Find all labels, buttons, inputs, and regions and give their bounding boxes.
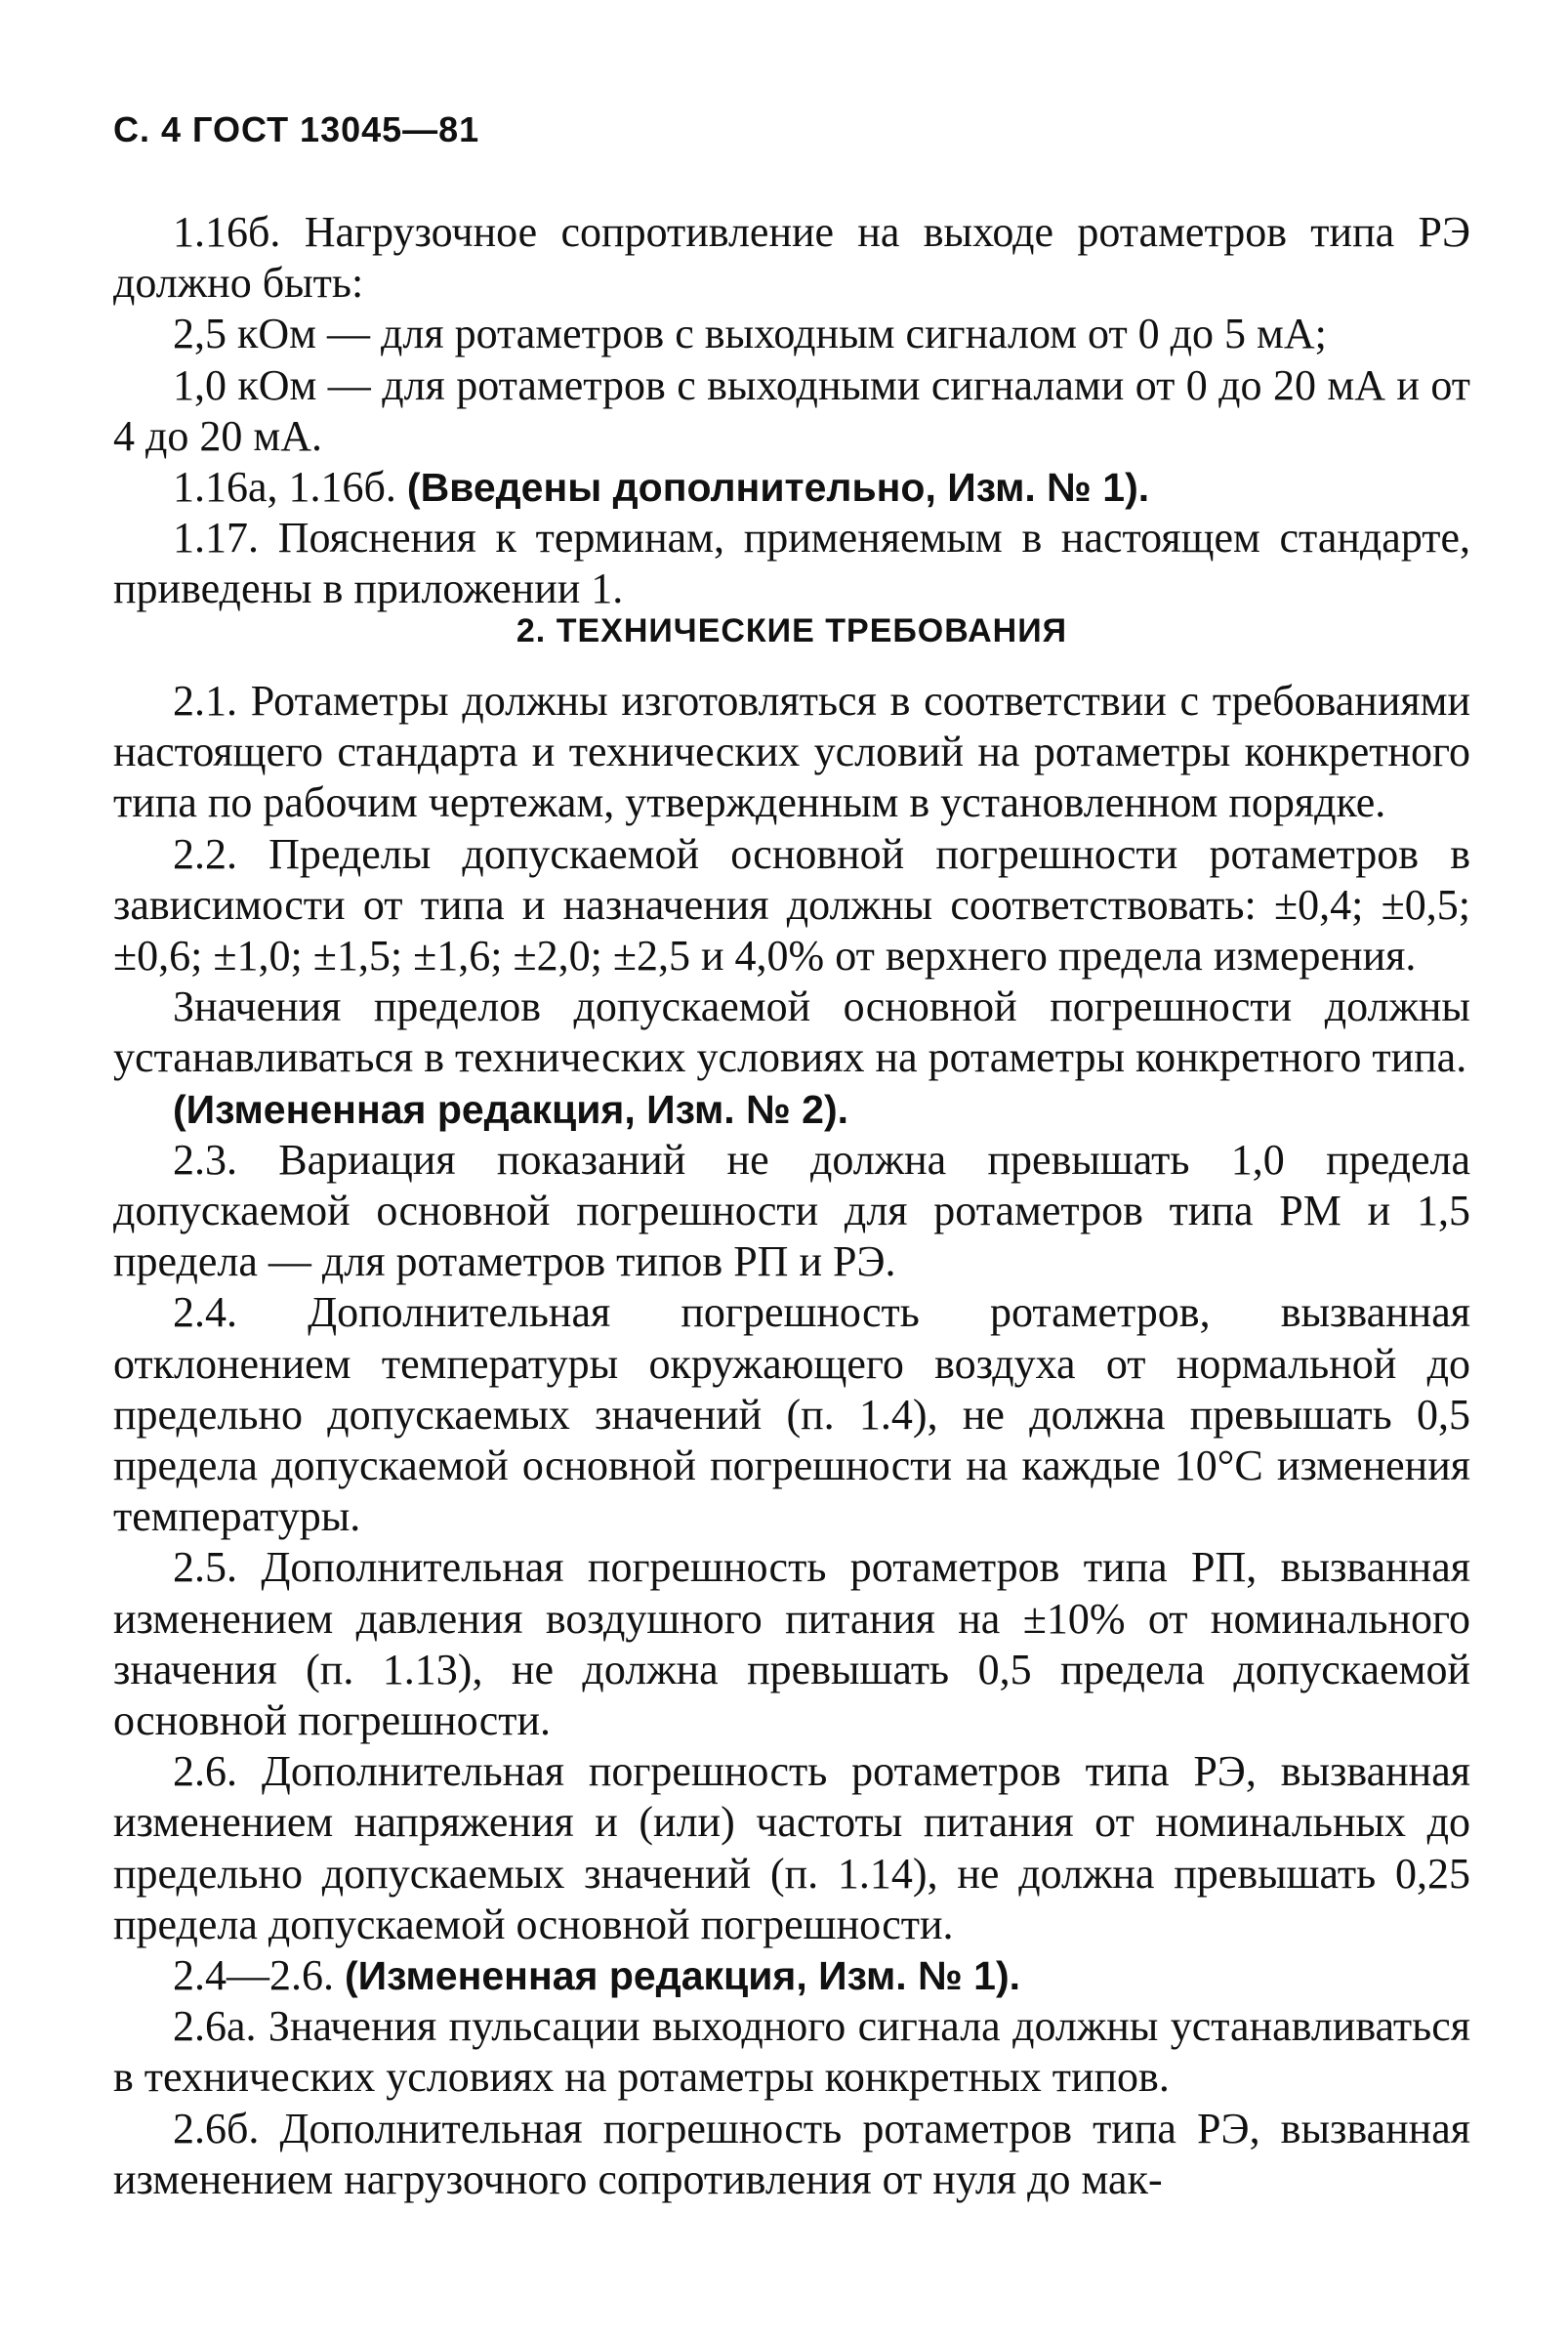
paragraph-2-5-kom: 2,5 кОм — для ротаметров с выходным сигналом от 0 до 5 мА;	[173, 310, 1327, 358]
paragraph-1-17: 1.17. Пояснения к терминам, применяемым в настоящем стандарте, приведены в приложении 1.	[113, 514, 1470, 613]
paragraph-2-4-2-6-amendment	[113, 1950, 1470, 2001]
amendment-note: (Введены дополнительно, Изм. № 1).	[406, 465, 1150, 511]
paragraph-2-5: 2.5. Дополнительная погрешность ротаметров типа РП, вызванная изменением давления воздушного питания на ±10% от номинального значения (п. 1.13), не должна превышать 0,5 предела допускаемой основной погрешности.	[113, 1543, 1470, 1745]
section-2-body	[113, 676, 1470, 2205]
paragraph-2-4: 2.4. Дополнительная погрешность ротаметров, вызванная отклонением температуры окружающего воздуха от нормальной до предельно допускаемых значений (п. 1.4), не должна превышать 0,5 предела допускаемой основной погрешности на каждые 10°С изменения температуры.	[113, 1288, 1470, 1541]
amendment-note: (Измененная редакция, Изм. № 1).	[345, 1953, 1021, 1999]
paragraph-1-16b: 1.16б. Нагрузочное сопротивление на выходе ротаметров типа РЭ должно быть:	[113, 208, 1470, 308]
amendment-note: (Измененная редакция, Изм. № 2).	[173, 1086, 849, 1132]
paragraph-2-2-amendment	[113, 1084, 1470, 1135]
page-header: С. 4 ГОСТ 13045—81	[113, 109, 480, 149]
paragraph-2-2-values: Значения пределов допускаемой основной погрешности должны устанавливаться в технических условиях на ротаметры конкретного типа.	[113, 982, 1470, 1082]
paragraph-2-6a: 2.6а. Значения пульсации выходного сигнала должны устанавливаться в технических условиях на ротаметры конкретных типов.	[113, 2002, 1470, 2102]
paragraph-2-2: 2.2. Пределы допускаемой основной погрешности ротаметров в зависимости от типа и назначения должны соответствовать: ±0,4; ±0,5; ±0,6; ±1,0; ±1,5; ±1,6; ±2,0; ±2,5 и 4,0% от верхнего предела измерения.	[113, 829, 1470, 981]
amendment-clause-ref: 1.16а, 1.16б.	[173, 463, 396, 512]
paragraph-2-6: 2.6. Дополнительная погрешность ротаметров типа РЭ, вызванная изменением напряжения и (или) частоты питания от номинальных до предельно допускаемых значений (п. 1.14), не должна превышать 0,25 предела допускаемой основной погрешности.	[113, 1747, 1470, 1948]
paragraph-2-3: 2.3. Вариация показаний не должна превышать 1,0 предела допускаемой основной погрешности для ротаметров типа РМ и 1,5 предела — для ротаметров типов РП и РЭ.	[113, 1135, 1470, 1286]
paragraph-1-0-kom: 1,0 кОм — для ротаметров с выходными сигналами от 0 до 20 мА и от 4 до 20 мА.	[113, 360, 1470, 460]
paragraph-1-16-amendment	[113, 462, 1470, 513]
amendment-clause-ref: 2.4—2.6.	[173, 1951, 334, 2000]
paragraph-2-6b: 2.6б. Дополнительная погрешность ротаметров типа РЭ, вызванная изменением нагрузочного сопротивления от нуля до мак-	[113, 2104, 1470, 2203]
paragraph-2-1: 2.1. Ротаметры должны изготовляться в соответствии с требованиями настоящего стандарта и технических условий на ротаметры конкретного типа по рабочим чертежам, утвержденным в установленном порядке.	[113, 677, 1470, 827]
section-heading: 2. ТЕХНИЧЕСКИЕ ТРЕБОВАНИЯ	[516, 612, 1068, 649]
section-1-continuation	[113, 207, 1470, 615]
